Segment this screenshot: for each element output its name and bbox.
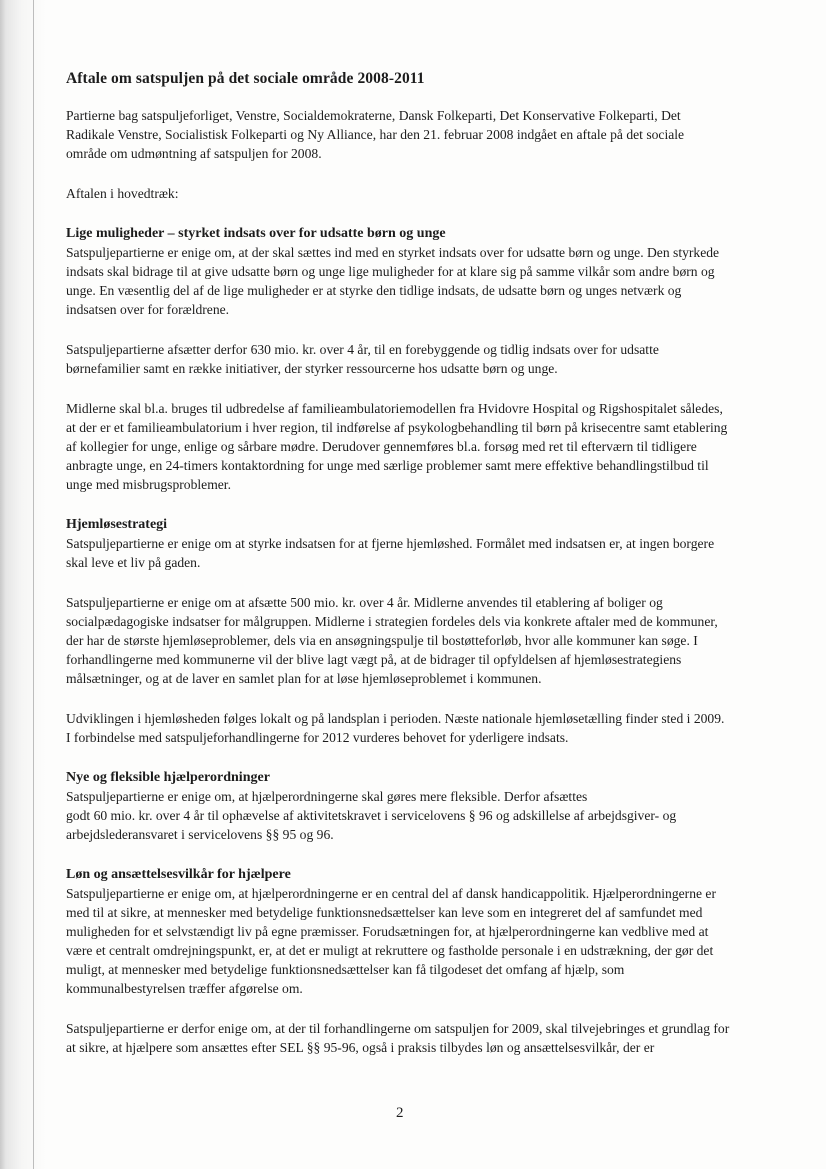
text-line: unge. En væsentlig del af de lige muligheder er at styrke den tidlige indsats, de udsatte børn og unges netværk og (66, 283, 682, 298)
binding-shadow (0, 0, 46, 1169)
text-line: forhandlingerne med kommunerne vil der blive lagt vægt på, at de bidrager til opfyldelsen af hjemløsestrategiens (66, 652, 682, 667)
text-line: Satspuljepartierne afsætter derfor 630 mio. kr. over 4 år, til en forebyggende og tidlig indsats over for udsatte (66, 342, 659, 357)
section-paragraph (66, 243, 810, 319)
section-nye-hjaelperordninger (66, 768, 810, 844)
text-line: Satspuljepartierne er enige om at afsætte 500 mio. kr. over 4 år. Midlerne anvendes til etablering af boliger og (66, 595, 663, 610)
text-line: Udviklingen i hjemløsheden følges lokalt og på landsplan i perioden. Næste nationale hjemløsetælling finder sted i 2009. (66, 711, 725, 726)
text-line: kommunalbestyrelsen træffer afgørelse om. (66, 981, 303, 996)
text-line: Satspuljepartierne er derfor enige om, at der til forhandlingerne om satspuljen for 2009, skal tilvejebringes et grundlag for (66, 1021, 730, 1036)
text-line: Midlerne skal bl.a. bruges til udbredelse af familieambulatoriemodellen fra Hvidovre Hospital og Rigshospitalet således, (66, 401, 723, 416)
intro-line: Partierne bag satspuljeforliget, Venstre, Socialdemokraterne, Dansk Folkeparti, Det Konservative Folkeparti, Det (66, 108, 681, 123)
section-paragraph (66, 399, 810, 494)
section-heading: Lige muligheder – styrket indsats over for udsatte børn og unge (66, 226, 446, 241)
section-heading: Nye og fleksible hjælperordninger (66, 770, 270, 785)
text-line: anbragte unge, en 24-timers kontaktordning for unge med særlige problemer samt mere effektive behandlingstilbud til (66, 458, 709, 473)
text-line: at der er et familieambulatorium i hver region, til indførelse af psykologbehandling til børn på krisecentre samt etablering (66, 420, 728, 435)
intro-line: Radikale Venstre, Socialistisk Folkeparti og Ny Alliance, har den 21. februar 2008 indgået en aftale på det sociale (66, 127, 685, 142)
intro-line: område om udmøntning af satspuljen for 2008. (66, 146, 322, 161)
section-lige-muligheder (66, 224, 810, 494)
section-paragraph (66, 787, 810, 844)
section-paragraph (66, 340, 810, 378)
section-paragraph (66, 593, 810, 688)
section-paragraph (66, 884, 810, 998)
text-line: være et centralt omdrejningspunkt, er, at det er muligt at rekruttere og fastholde personale i en udstrækning, der gør det (66, 943, 714, 958)
section-paragraph (66, 534, 810, 572)
section-hjemloesestrategi (66, 515, 810, 747)
text-line: at sikre, at hjælpere som ansættes efter SEL §§ 95-96, også i praksis tilbydes løn og ansættelsesvilkår, der er (66, 1040, 655, 1055)
document-title: Aftale om satspuljen på det sociale område 2008-2011 (66, 70, 425, 87)
text-line: Satspuljepartierne er enige om, at der skal sættes ind med en styrket indsats over for udsatte børn og unge. Den styrkede (66, 245, 720, 260)
text-line: målsætninger, og at de laver en samlet plan for at løse hjemløseproblemet i kommunen. (66, 671, 542, 686)
text-line: indsats skal bidrage til at give udsatte børn og unge lige muligheder for at klare sig på samme vilkår som andre børn og (66, 264, 715, 279)
text-line: Satspuljepartierne er enige om, at hjælperordningerne skal gøres mere fleksible. Derfor afsættes (66, 789, 588, 804)
text-line: med til at sikre, at mennesker med betydelige funktionsnedsættelser kan leve som en integreret del af samfundet med (66, 905, 703, 920)
document-body (66, 70, 810, 1078)
text-line: muligheden for et selvstændigt liv på egne præmisser. Forudsætningen for, at hjælperordningerne kan vedblive med at (66, 924, 709, 939)
text-line: unge med misbrugsproblemer. (66, 477, 231, 492)
text-line: Satspuljepartierne er enige om, at hjælperordningerne er en central del af dansk handicappolitik. Hjælperordningerne er (66, 886, 716, 901)
text-line: I forbindelse med satspuljeforhandlingerne for 2012 vurderes behovet for yderligere indsats. (66, 730, 569, 745)
summary-label: Aftalen i hovedtræk: (66, 186, 179, 201)
text-line: indsatsen over for forældrene. (66, 302, 230, 317)
section-paragraph (66, 709, 810, 747)
text-line: godt 60 mio. kr. over 4 år til ophævelse af aktivitetskravet i servicelovens § 96 og adskillelse af arbejdsgiver- og (66, 808, 677, 823)
text-line: arbejdslederansvaret i servicelovens §§ 95 og 96. (66, 827, 334, 842)
text-line: børnefamilier samt en række initiativer, der styrker ressourcerne hos udsatte børn og unge. (66, 361, 558, 376)
section-heading: Løn og ansættelsesvilkår for hjælpere (66, 867, 291, 882)
text-line: af kollegier for unge, enlige og sårbare mødre. Derudover gennemføres bl.a. forsøg med ret til efterværn til tidligere (66, 439, 697, 454)
text-line: Satspuljepartierne er enige om at styrke indsatsen for at fjerne hjemløshed. Formålet med indsatsen er, at ingen borgere (66, 536, 715, 551)
text-line: skal leve et liv på gaden. (66, 555, 201, 570)
text-line: der har de største hjemløseproblemer, dels via en ansøgningspulje til bostøtteforløb, hvor alle kommuner kan søge. I (66, 633, 698, 648)
text-line: muligt, at mennesker med betydelige funktionsnedsættelser kan få tilgodeset det omfang af hjælp, som (66, 962, 625, 977)
binding-edge (33, 0, 34, 1169)
section-loen-ansaettelsesvilkaar (66, 865, 810, 1057)
intro-paragraph (66, 106, 810, 163)
page-number: 2 (396, 1105, 404, 1121)
section-heading: Hjemløsestrategi (66, 517, 168, 532)
text-line: socialpædagogiske indsatser for målgruppen. Midlerne i strategien fordeles dels via konkrete aftaler med de kommuner, (66, 614, 718, 629)
section-paragraph (66, 1019, 810, 1057)
